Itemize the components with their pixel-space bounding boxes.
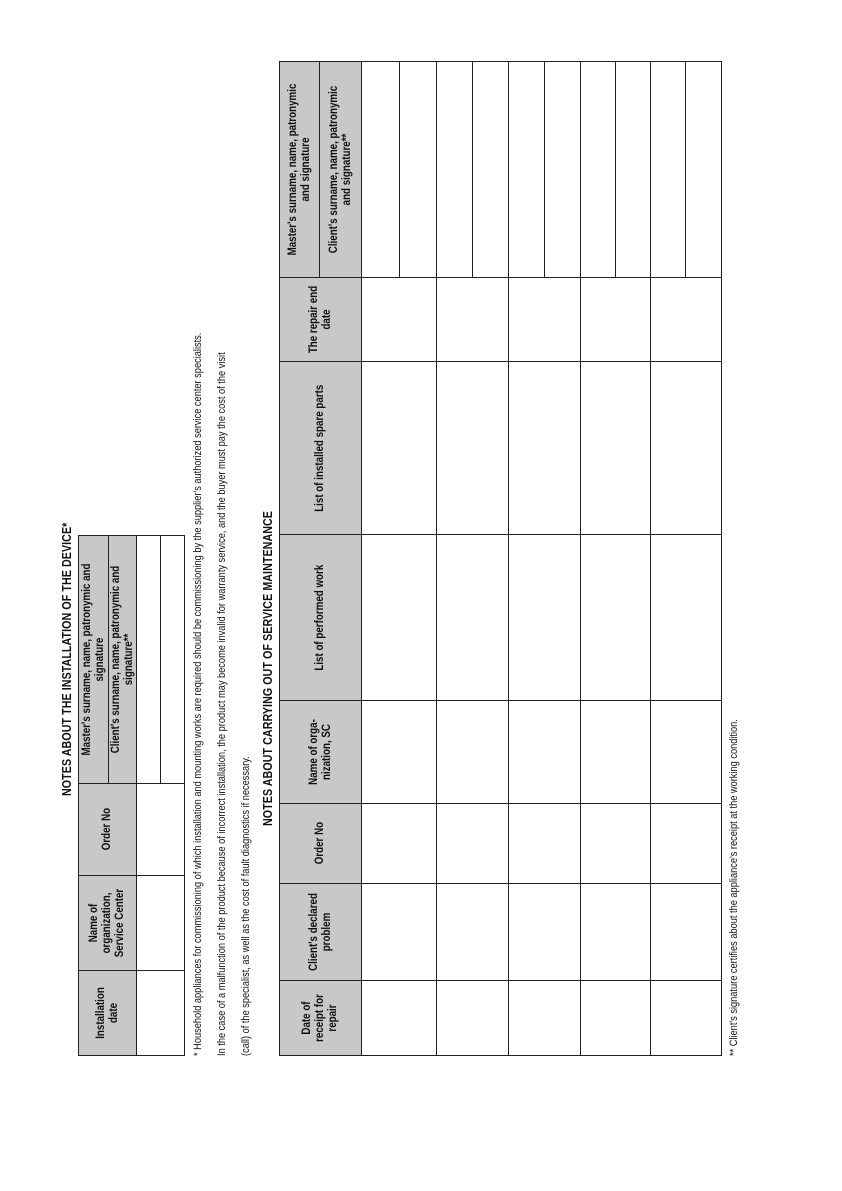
- client-signature-cell[interactable]: [473, 62, 509, 278]
- repair-end-date-header: The repair end date: [280, 278, 362, 362]
- table-cell[interactable]: [437, 804, 509, 884]
- table-cell[interactable]: [651, 535, 722, 701]
- master-signature-cell[interactable]: [509, 62, 545, 278]
- table-cell[interactable]: [509, 701, 581, 804]
- client-signature-cell[interactable]: [616, 62, 651, 278]
- table-cell[interactable]: [509, 884, 581, 981]
- table-cell[interactable]: [651, 701, 722, 804]
- installation-master-cell[interactable]: [137, 536, 161, 784]
- table-cell[interactable]: [509, 535, 581, 701]
- table-cell[interactable]: [437, 701, 509, 804]
- table-cell[interactable]: [437, 535, 509, 701]
- table-cell[interactable]: [437, 278, 509, 362]
- table-cell[interactable]: [651, 362, 722, 535]
- installation-master-header: Master's surname, name, patronymic and signature: [79, 536, 109, 784]
- installation-client-cell[interactable]: [161, 536, 185, 784]
- master-signature-header: Master's surname, name, patronymic and signature: [280, 62, 320, 278]
- receipt-date-header: Date of receipt for repair: [280, 981, 362, 1056]
- table-cell[interactable]: [509, 278, 581, 362]
- install-note-1: * Household appliances for commissioning of which installation and mounting works are required should be commissioning by the supplier's authorized service center specialists.: [192, 332, 204, 1056]
- maintenance-table: [279, 61, 722, 1056]
- table-row[interactable]: [437, 981, 509, 1056]
- performed-work-header: List of performed work: [280, 535, 362, 701]
- table-cell[interactable]: [362, 535, 437, 701]
- client-signature-cell[interactable]: [400, 62, 437, 278]
- table-cell[interactable]: [581, 535, 651, 701]
- table-cell[interactable]: [581, 362, 651, 535]
- maintenance-title: NOTES ABOUT CARRYING OUT OF SERVICE MAINTENANCE: [260, 511, 275, 826]
- installation-date-header: Installation date: [79, 971, 137, 1056]
- master-signature-cell[interactable]: [362, 62, 400, 278]
- table-cell[interactable]: [362, 804, 437, 884]
- client-signature-header: Client's surname, name, patronymic and signature**: [320, 62, 362, 278]
- table-cell[interactable]: [581, 884, 651, 981]
- installation-org-cell[interactable]: [137, 876, 185, 971]
- install-note-2: In the case of a malfunction of the product because of incorrect installation, the product may become invalid for warranty service, and the buyer must pay the cost of the visit: [216, 352, 228, 1056]
- table-cell[interactable]: [362, 278, 437, 362]
- table-cell[interactable]: [437, 362, 509, 535]
- table-cell[interactable]: [651, 884, 722, 981]
- table-cell[interactable]: [509, 362, 581, 535]
- master-signature-cell[interactable]: [437, 62, 473, 278]
- org-name-header: Name of orga-nization, SC: [280, 701, 362, 804]
- declared-problem-header: Client's declared problem: [280, 884, 362, 981]
- master-signature-cell[interactable]: [581, 62, 616, 278]
- table-cell[interactable]: [362, 884, 437, 981]
- table-cell[interactable]: [651, 278, 722, 362]
- installation-date-cell[interactable]: [137, 971, 185, 1056]
- table-row[interactable]: [651, 981, 722, 1056]
- order-no-header: Order No: [280, 804, 362, 884]
- table-cell[interactable]: [651, 804, 722, 884]
- table-row[interactable]: [509, 981, 581, 1056]
- table-row[interactable]: [362, 981, 437, 1056]
- installation-client-header: Client's surname, name, patronymic and signature**: [109, 536, 137, 784]
- installation-order-cell[interactable]: [137, 784, 185, 876]
- install-note-3: (call) of the specialist, as well as the cost of fault diagnostics if necessary.: [240, 756, 252, 1056]
- table-cell[interactable]: [581, 278, 651, 362]
- spare-parts-header: List of installed spare parts: [280, 362, 362, 535]
- installation-order-header: Order No: [79, 784, 137, 876]
- installation-title: NOTES ABOUT THE INSTALLATION OF THE DEVICE*: [59, 522, 74, 796]
- table-cell[interactable]: [581, 804, 651, 884]
- master-signature-cell[interactable]: [651, 62, 686, 278]
- table-cell[interactable]: [362, 701, 437, 804]
- table-cell[interactable]: [581, 701, 651, 804]
- table-cell[interactable]: [437, 884, 509, 981]
- installation-org-header: Name of organization, Service Center: [79, 876, 137, 971]
- installation-table: [78, 535, 185, 1056]
- client-signature-cell[interactable]: [545, 62, 581, 278]
- table-cell[interactable]: [509, 804, 581, 884]
- table-cell[interactable]: [362, 362, 437, 535]
- table-row[interactable]: [581, 981, 651, 1056]
- client-signature-cell[interactable]: [686, 62, 722, 278]
- footnote: ** Client's signature certifies about the appliance's receipt at the working condition.: [728, 719, 740, 1056]
